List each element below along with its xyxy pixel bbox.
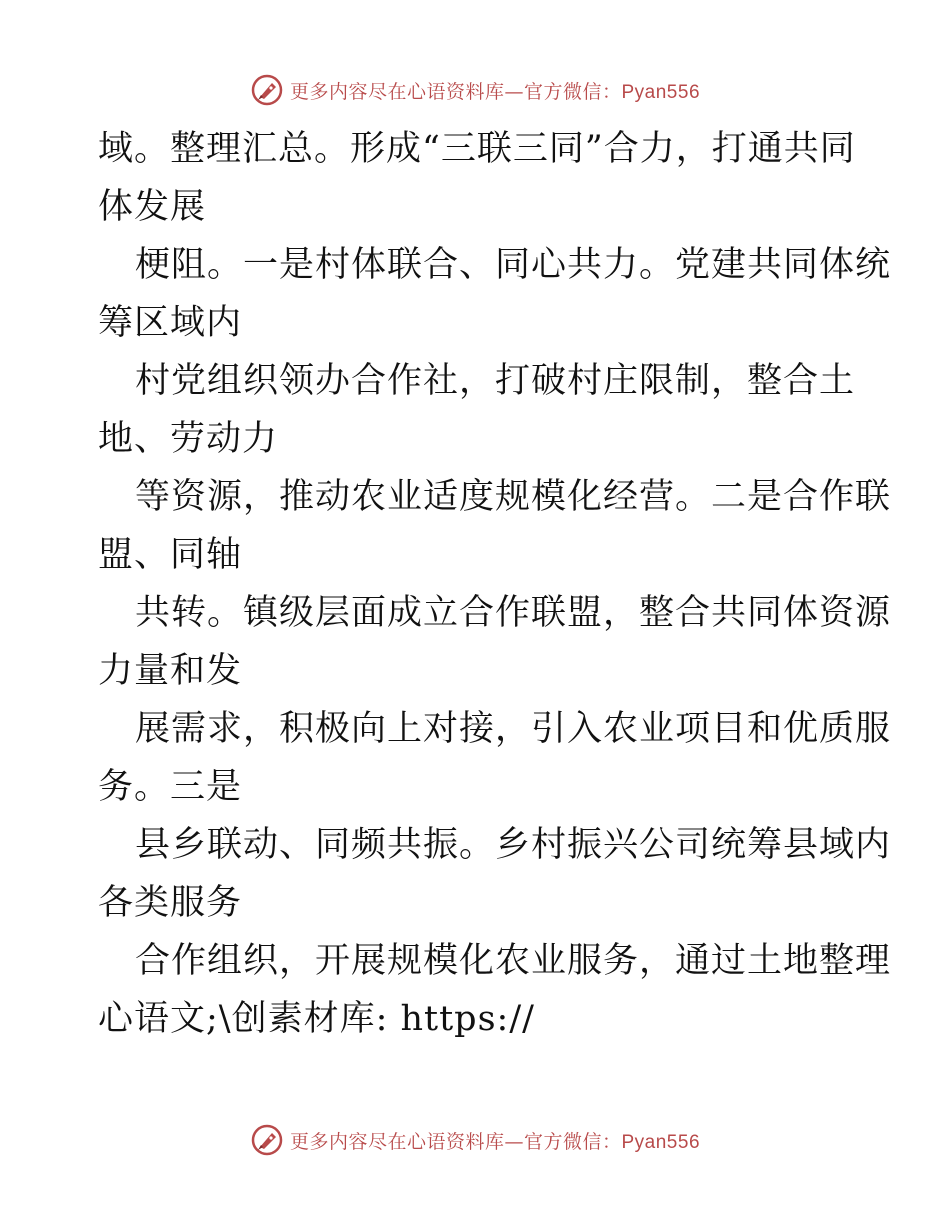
body-line-14: 各类服务 (98, 883, 243, 923)
header-banner (0, 70, 950, 110)
body-line-15: 合作组织，开展规模化农业服务，通过土地整理 (135, 941, 892, 981)
body-line-5: 村党组织领办合作社，打破村庄限制，整合土 (135, 361, 856, 401)
body-line-7: 等资源，推动农业适度规模化经营。二是合作联 (135, 477, 892, 517)
body-line-11: 展需求，积极向上对接，引入农业项目和优质服 (135, 709, 892, 749)
footer-banner (0, 1120, 950, 1160)
body-line-1: 域。整理汇总。形成“三联三同”合力，打通共同 (98, 129, 856, 169)
header-banner-text (290, 77, 700, 104)
body-line-16: 心语文;\创素材库: https:// (98, 999, 535, 1039)
footer-wechat-id: Pyan556 (621, 1131, 701, 1153)
body-line-10: 力量和发 (98, 651, 243, 691)
header-banner-label: 更多内容尽在心语资料库—官方微信： (289, 80, 622, 103)
document-body (98, 120, 892, 1048)
body-line-12: 务。三是 (98, 767, 243, 807)
footer-banner-text (290, 1127, 700, 1154)
footer-banner-label: 更多内容尽在心语资料库—官方微信： (289, 1130, 622, 1153)
body-line-8: 盟、同轴 (98, 535, 243, 575)
body-line-2: 体发展 (98, 187, 207, 227)
body-line-9: 共转。镇级层面成立合作联盟，整合共同体资源 (135, 593, 892, 633)
body-line-3: 梗阻。一是村体联合、同心共力。党建共同体统 (135, 245, 892, 285)
header-banner-inner (250, 73, 700, 107)
pen-nib-logo-icon (250, 1123, 284, 1157)
footer-banner-inner (250, 1123, 700, 1157)
body-line-6: 地、劳动力 (98, 419, 279, 459)
body-line-4: 筹区域内 (98, 303, 243, 343)
body-line-13: 县乡联动、同频共振。乡村振兴公司统筹县域内 (135, 825, 892, 865)
pen-nib-logo-icon (250, 73, 284, 107)
header-wechat-id: Pyan556 (621, 81, 701, 103)
